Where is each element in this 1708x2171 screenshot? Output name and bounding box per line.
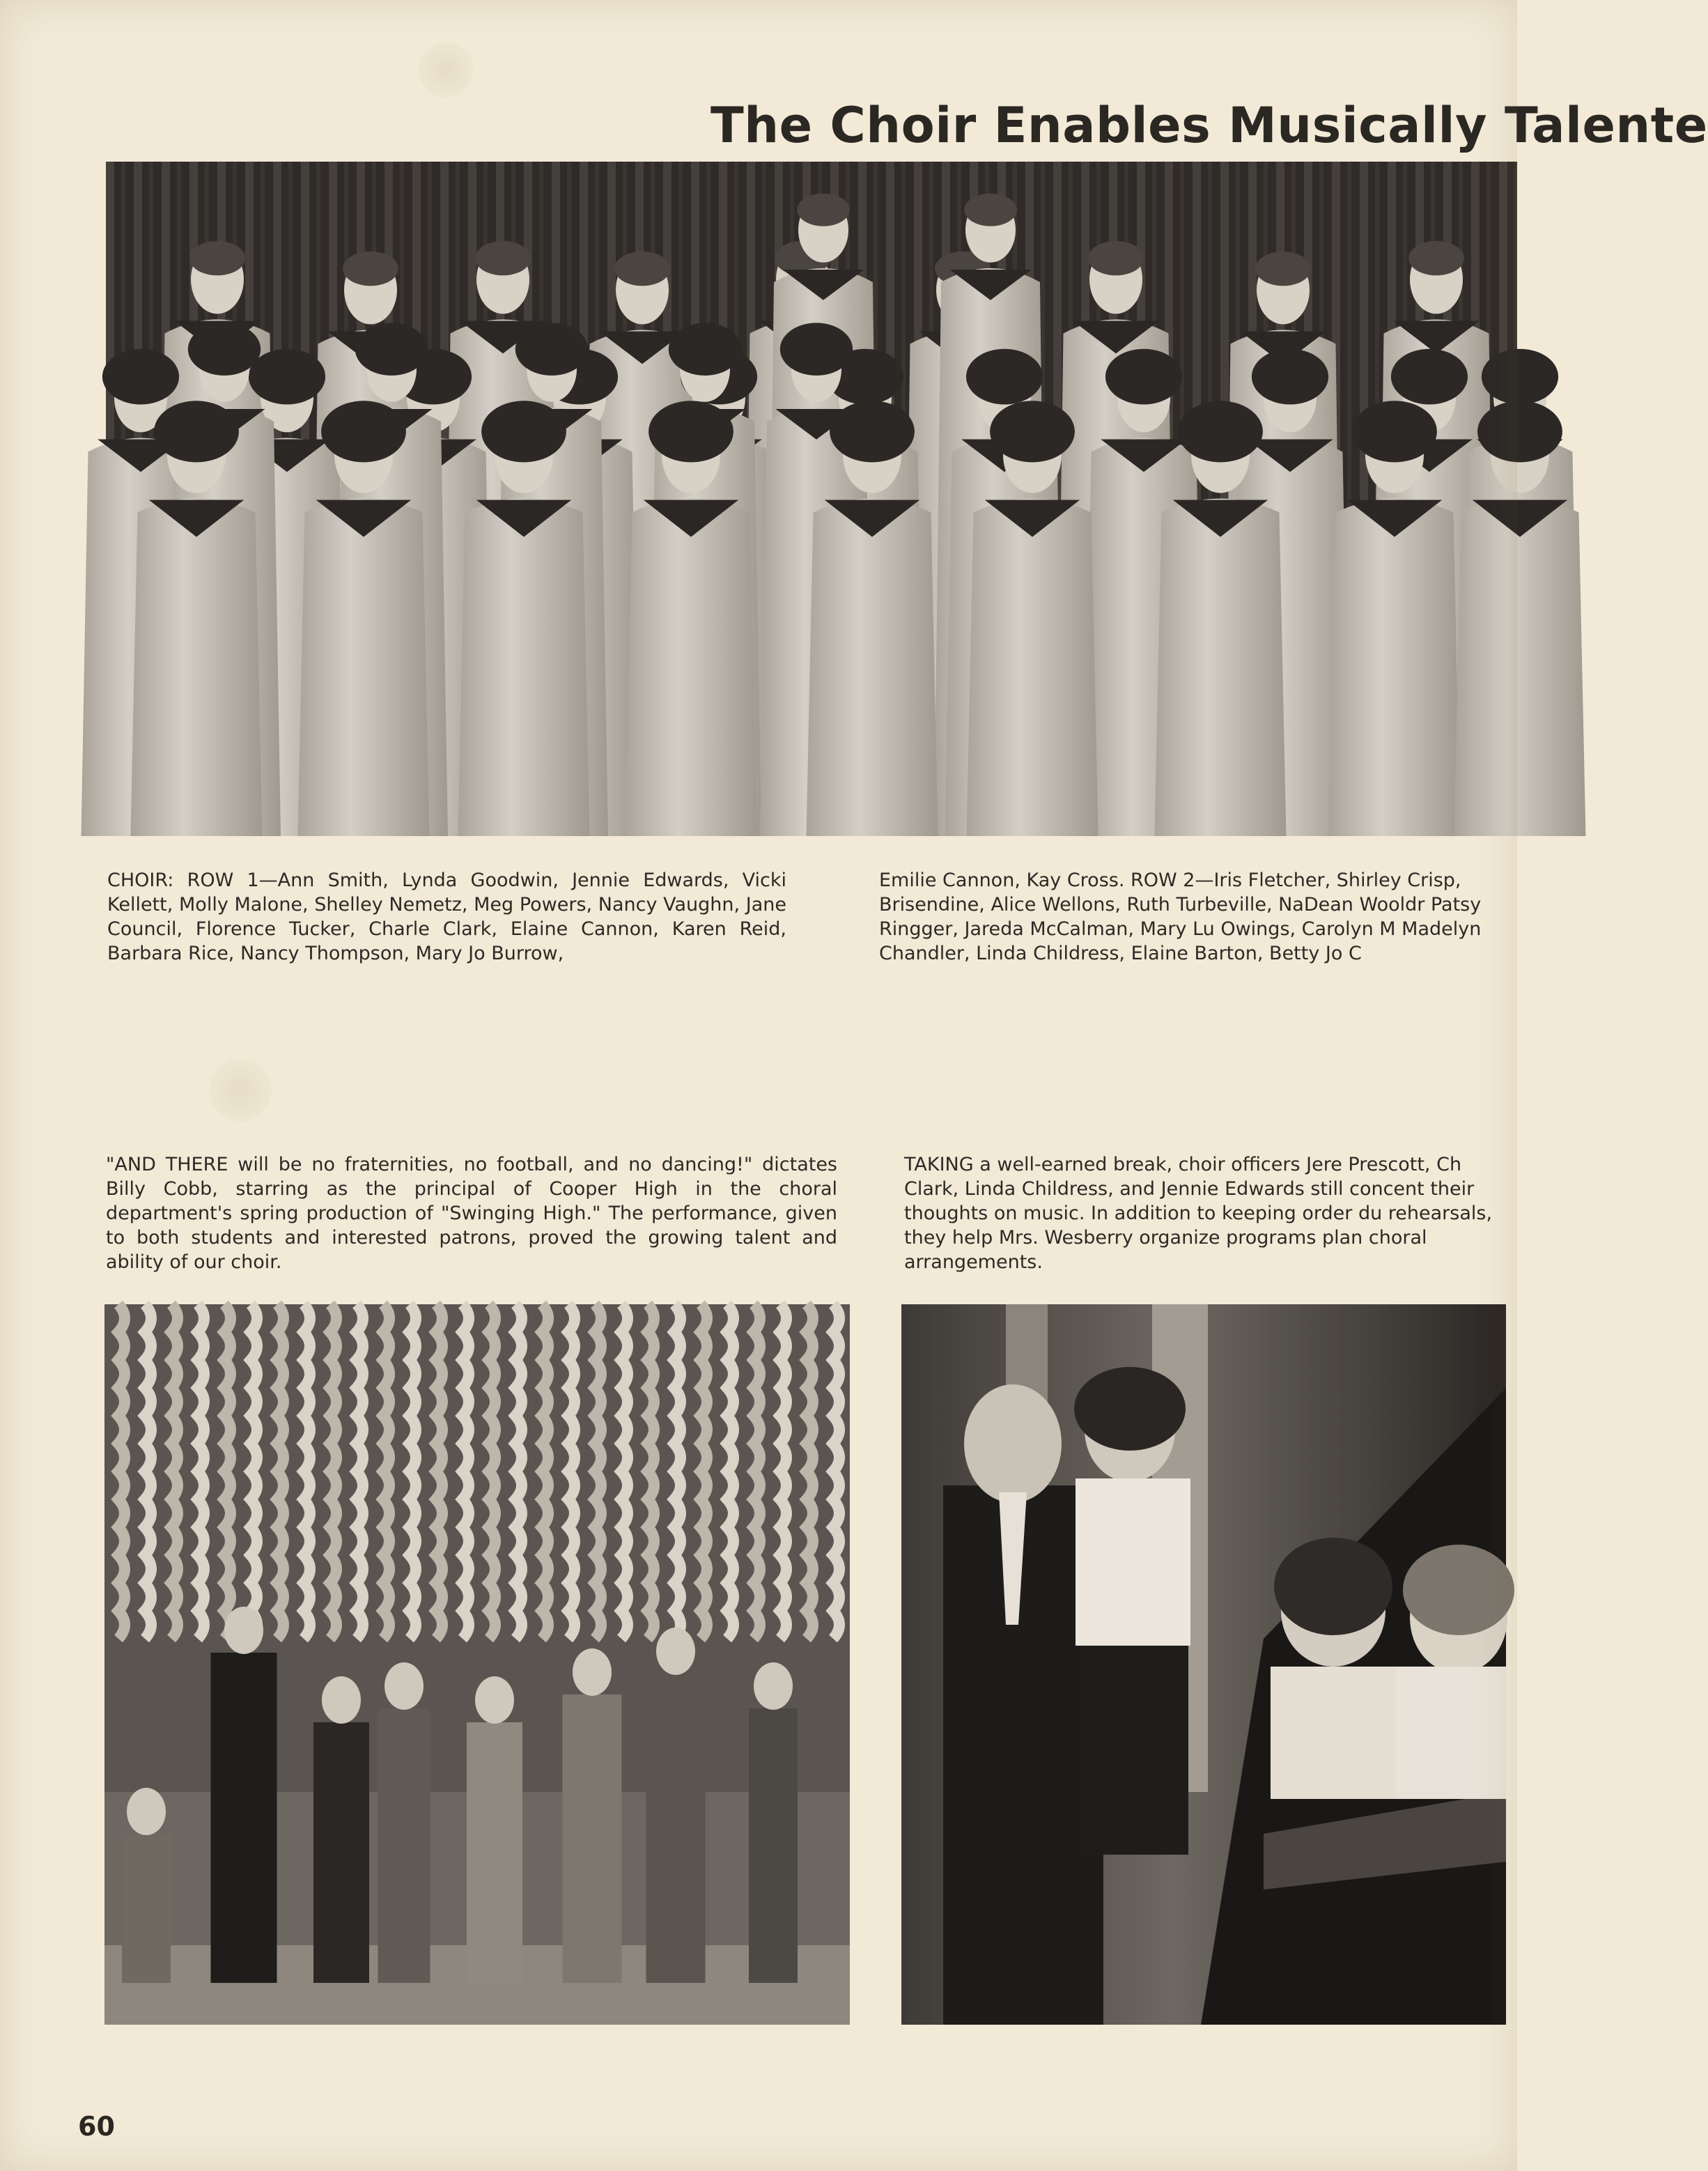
- page-title: The Choir Enables Musically Talente: [711, 96, 1708, 154]
- officers-caption: TAKING a well-earned break, choir officers Jere Prescott, Ch Clark, Linda Childress, and Jennie Edwards still concent their thoughts on music. In addition to keeping order du rehearsals, they help Mrs. Wesberry organize programs plan choral arrangements.: [904, 1154, 1493, 1273]
- choir-officers-piano-photo: [901, 1304, 1506, 2025]
- page-number: 60: [78, 2111, 115, 2142]
- performance-caption: "AND THERE will be no fraternities, no football, and no dancing!" dictates Billy Cobb, starring as the principal of Cooper High in the choral department's spring production of "Swinging High." The performance, given to both students and interested patrons, proved the growing talent and ability of our choir.: [106, 1154, 837, 1273]
- choir-roster-caption-right: Emilie Cannon, Kay Cross. ROW 2—Iris Fletcher, Shirley Crisp, Brisendine, Alice Wellons, Ruth Turbeville, NaDean Wooldr Patsy Ringger, Jareda McCalman, Mary Lu Owings, Carolyn M Madelyn Chandler, Linda Childress, Elaine Barton, Betty Jo C: [879, 870, 1482, 964]
- choir-roster-caption-left: CHOIR: ROW 1—Ann Smith, Lynda Goodwin, Jennie Edwards, Vicki Kellett, Molly Malone, Shelley Nemetz, Meg Powers, Nancy Vaughn, Jane Council, Florence Tucker, Charle Clark, Elaine Cannon, Karen Reid, Barbara Rice, Nancy Thompson, Mary Jo Burrow,: [107, 870, 786, 964]
- swinging-high-photo: [104, 1304, 850, 2025]
- choir-group-photo: [106, 162, 1517, 836]
